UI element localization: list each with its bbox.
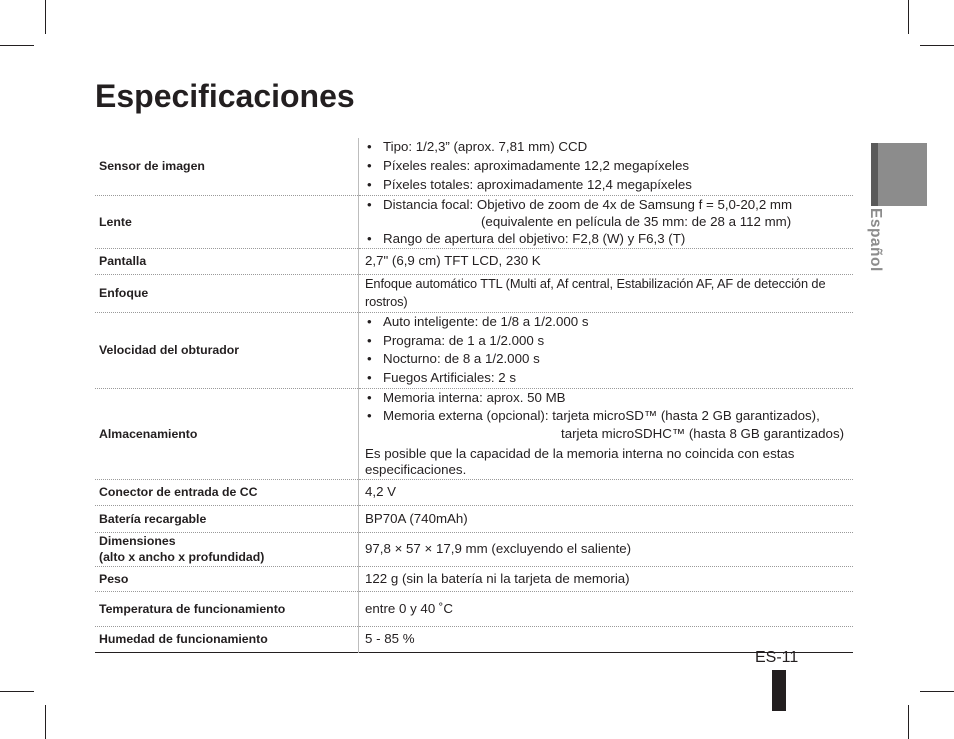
crop-mark bbox=[45, 705, 46, 739]
row-label-line: (alto x ancho x profundidad) bbox=[99, 550, 265, 565]
table-row bbox=[95, 505, 853, 532]
crop-mark bbox=[45, 0, 46, 34]
table-row bbox=[95, 195, 853, 248]
row-label: Temperatura de funcionamiento bbox=[95, 591, 359, 626]
table-row bbox=[95, 566, 853, 591]
continuation-text: tarjeta microSDHC™ (hasta 8 GB garantizados) bbox=[561, 426, 845, 442]
row-label: Enfoque bbox=[95, 274, 359, 312]
row-value: 97,8 × 57 × 17,9 mm (excluyendo el saliente) bbox=[365, 541, 632, 557]
list-item: • Píxeles reales: aproximadamente 12,2 megapíxeles bbox=[365, 157, 853, 176]
page-marker-bar bbox=[772, 670, 786, 711]
row-value: 2,7" (6,9 cm) TFT LCD, 230 K bbox=[365, 252, 541, 268]
note-text: Es posible que la capacidad de la memoria interna no coincida con estas especificaciones. bbox=[365, 446, 795, 478]
page-number: ES-11 bbox=[755, 649, 799, 666]
row-value: 5 - 85 % bbox=[365, 631, 415, 647]
list-item: • Fuegos Artificiales: 2 s bbox=[365, 369, 853, 388]
list-item: • Memoria externa (opcional): tarjeta microSD™ (hasta 2 GB garantizados), bbox=[365, 407, 853, 425]
table-row bbox=[95, 591, 853, 626]
table-row bbox=[95, 532, 853, 566]
spec-table bbox=[95, 138, 853, 653]
section-tab bbox=[871, 143, 927, 206]
list-item: • Rango de apertura del objetivo: F2,8 (W) y F6,3 (T) bbox=[365, 230, 853, 247]
row-label: Almacenamiento bbox=[95, 388, 359, 479]
row-value: 4,2 V bbox=[365, 484, 397, 500]
crop-mark bbox=[0, 45, 34, 46]
continuation-text: (equivalente en película de 35 mm: de 28 a 112 mm) bbox=[481, 214, 792, 229]
row-label: Pantalla bbox=[95, 248, 359, 274]
crop-mark bbox=[0, 691, 34, 692]
crop-mark bbox=[908, 0, 909, 34]
row-label: Batería recargable bbox=[95, 505, 359, 532]
row-label bbox=[95, 532, 359, 566]
row-value: 122 g (sin la batería ni la tarjeta de memoria) bbox=[365, 570, 630, 586]
list-item: • Tipo: 1/2,3” (aprox. 7,81 mm) CCD bbox=[365, 138, 853, 157]
row-value: Enfoque automático TTL (Multi af, Af central, Estabilización AF, AF de detección de rostros) bbox=[365, 275, 826, 310]
row-label: Velocidad del obturador bbox=[95, 312, 359, 388]
row-label: Conector de entrada de CC bbox=[95, 479, 359, 505]
table-row bbox=[95, 388, 853, 479]
row-value: BP70A (740mAh) bbox=[365, 510, 468, 526]
crop-mark bbox=[908, 705, 909, 739]
list-item: • Píxeles totales: aproximadamente 12,4 megapíxeles bbox=[365, 176, 853, 195]
row-label: Lente bbox=[95, 195, 359, 248]
row-value bbox=[359, 138, 854, 195]
row-value: entre 0 y 40 ˚C bbox=[365, 600, 453, 616]
row-label-line: Dimensiones bbox=[99, 534, 176, 549]
crop-mark bbox=[920, 691, 954, 692]
language-label: Español bbox=[867, 208, 884, 272]
table-row bbox=[95, 248, 853, 274]
row-value bbox=[359, 388, 854, 479]
row-label: Peso bbox=[95, 566, 359, 591]
row-value bbox=[359, 195, 854, 248]
table-row bbox=[95, 138, 853, 195]
list-item: • Nocturno: de 8 a 1/2.000 s bbox=[365, 350, 853, 369]
list-item: • Programa: de 1 a 1/2.000 s bbox=[365, 332, 853, 351]
table-row bbox=[95, 626, 853, 652]
section-tab-edge bbox=[871, 143, 878, 206]
row-label: Humedad de funcionamiento bbox=[95, 626, 359, 652]
table-row bbox=[95, 274, 853, 312]
row-value bbox=[359, 312, 854, 388]
page-title: Especificaciones bbox=[95, 78, 355, 114]
list-item: • Memoria interna: aprox. 50 MB bbox=[365, 389, 853, 407]
table-row bbox=[95, 312, 853, 388]
list-item: • Distancia focal: Objetivo de zoom de 4x de Samsung f = 5,0-20,2 mm bbox=[365, 196, 853, 213]
table-row bbox=[95, 479, 853, 505]
row-label: Sensor de imagen bbox=[95, 138, 359, 195]
crop-mark bbox=[920, 45, 954, 46]
list-item: • Auto inteligente: de 1/8 a 1/2.000 s bbox=[365, 313, 853, 332]
